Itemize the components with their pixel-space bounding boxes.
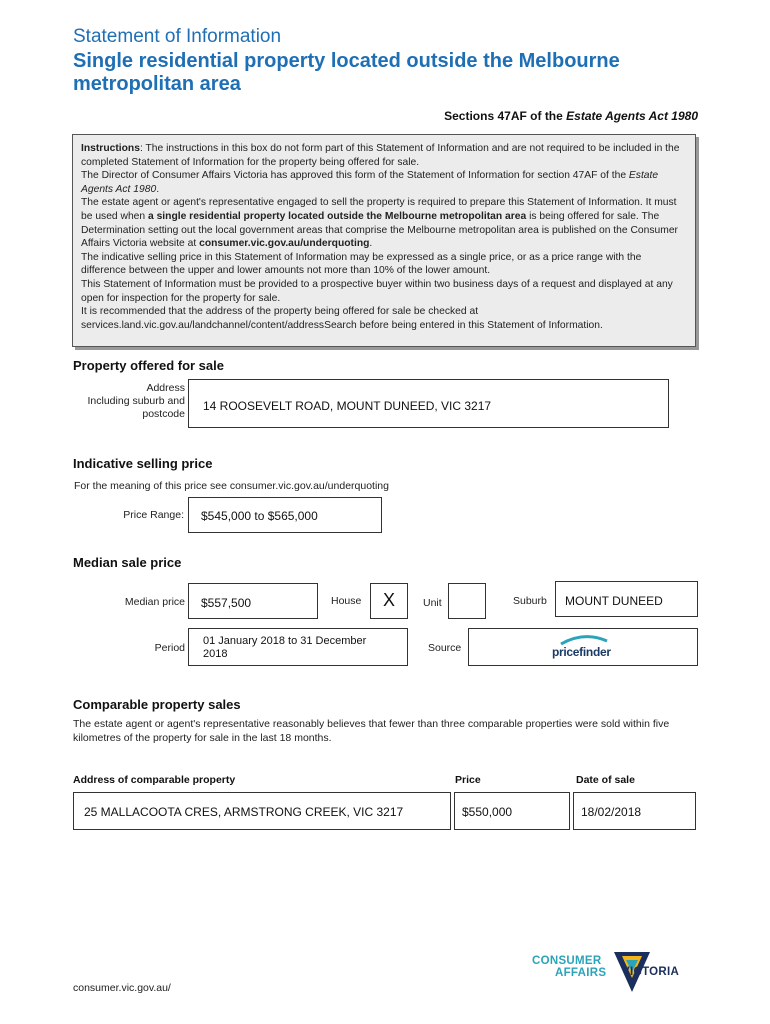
median-price-label: Median price xyxy=(124,596,185,608)
address-field[interactable] xyxy=(188,379,669,428)
instructions-p3: The estate agent or agent's representative engaged to sell the property is required to prepare this Statement of Information. It must be used when a single residential property located outside the Melbourne metropolitan area is being offered for sale. The Determination setting out the local government areas that comprise the Melbourne metropolitan area is published on the Consumer Affairs Victoria website at consumer.vic.gov.au/underquoting. xyxy=(81,197,678,250)
sections-reference xyxy=(444,109,698,123)
price-range-field[interactable] xyxy=(188,497,382,533)
period-value: 01 January 2018 to 31 December 2018 xyxy=(203,635,367,660)
comparable-heading: Comparable property sales xyxy=(73,697,241,712)
suburb-field[interactable] xyxy=(555,581,698,617)
instructions-label: Instructions xyxy=(81,143,140,154)
house-mark: X xyxy=(383,590,396,610)
indicative-note: For the meaning of this price see consumer.vic.gov.au/underquoting xyxy=(74,480,389,492)
instructions-p5: This Statement of Information must be provided to a prospective buyer within two business days of a request and displayed at any open for inspection for the property for sale. xyxy=(81,278,673,304)
suburb-label: Suburb xyxy=(513,595,547,607)
instructions-p4: The indicative selling price in this Statement of Information may be expressed as a single price, or as a price range with the difference between the upper and lower amounts not more than 10% of the lower amount. xyxy=(81,251,642,277)
source-label: Source xyxy=(428,642,462,654)
comparable-address-value: 25 MALLACOOTA CRES, ARMSTRONG CREEK, VIC 3217 xyxy=(84,805,404,819)
consumer-affairs-victoria-logo: CONSUMER AFFAIRS VICTORIA xyxy=(530,950,690,996)
sections-prefix: Sections 47AF of the xyxy=(444,109,563,123)
instructions-p1: Instructions: The instructions in this box do not form part of this Statement of Information and are not required to be included in the completed Statement of Information for the property being offered for sale. xyxy=(81,143,680,168)
pricefinder-logo: pricefinder xyxy=(549,635,619,661)
sections-act: Estate Agents Act 1980 xyxy=(566,109,698,123)
house-checkbox[interactable] xyxy=(370,583,408,619)
instructions-p2: The Director of Consumer Affairs Victoria has approved this form of the Statement of Information for section 47AF of the Estate Agents Act 1980. xyxy=(81,170,659,195)
document-title: Statement of Information xyxy=(73,26,282,47)
comparable-date-value: 18/02/2018 xyxy=(581,805,642,819)
median-price-field[interactable] xyxy=(188,583,318,619)
pricefinder-swoosh-icon xyxy=(549,635,619,645)
unit-checkbox[interactable] xyxy=(448,583,486,619)
period-field[interactable] xyxy=(188,628,408,666)
price-range-value: $545,000 to $565,000 xyxy=(201,509,318,523)
address-value: 14 ROOSEVELT ROAD, MOUNT DUNEED, VIC 3217 xyxy=(203,399,492,413)
median-heading: Median sale price xyxy=(73,555,182,570)
document-subtitle: Single residential property located outside the Melbourne metropolitan area xyxy=(73,50,620,95)
address-label: Address Including suburb and postcode xyxy=(87,382,185,420)
comparable-date-field[interactable] xyxy=(573,792,696,830)
price-range-label: Price Range: xyxy=(123,509,184,521)
instructions-p6: It is recommended that the address of the property being offered for sale be checked at services.land.vic.gov.au/landchannel/content/addressSearch before being entered in this Statement of Information. xyxy=(81,306,603,331)
source-field[interactable] xyxy=(468,628,698,666)
comparable-price-value: $550,000 xyxy=(462,805,513,819)
unit-label: Unit xyxy=(423,597,442,609)
footer-url: consumer.vic.gov.au/ xyxy=(73,982,171,994)
comparable-note: The estate agent or agent's representative reasonably believes that fewer than three comparable properties were sold within five kilometres of the property for sale in the last 18 months. xyxy=(73,718,670,744)
house-label: House xyxy=(331,595,362,607)
comparable-price-field[interactable] xyxy=(454,792,570,830)
column-price: Price xyxy=(455,774,481,786)
period-label: Period xyxy=(154,642,185,654)
suburb-value: MOUNT DUNEED xyxy=(565,594,663,608)
column-date: Date of sale xyxy=(576,774,635,786)
median-price-value: $557,500 xyxy=(201,596,252,610)
comparable-address-field[interactable] xyxy=(73,792,451,830)
column-address: Address of comparable property xyxy=(73,774,236,786)
property-heading: Property offered for sale xyxy=(73,358,224,373)
instructions-box xyxy=(72,134,696,347)
indicative-heading: Indicative selling price xyxy=(73,456,213,471)
